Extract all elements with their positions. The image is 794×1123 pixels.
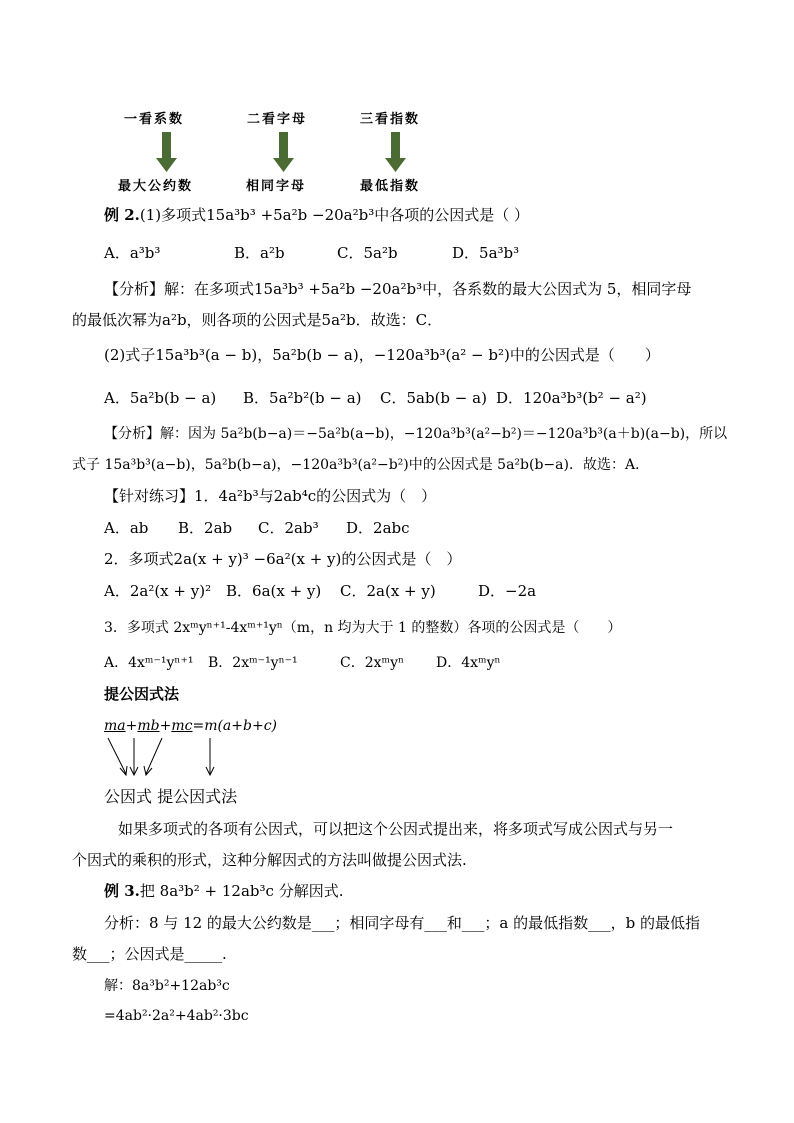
arrow-icon (108, 738, 126, 774)
example3-analysis-line-1: 分析：8 与 12 的最大公约数是___；相同字母有___和___；a 的最低指数___，b 的最低指 (104, 914, 701, 932)
option-c: C．2xᵐyⁿ (340, 655, 405, 671)
question-text: 把 8a³b² + 12ab³c 分解因式. (139, 882, 344, 900)
label-common-factor: 公因式 (104, 787, 153, 806)
analysis-line-1: 【分析】解：在多项式15a³b³ +5a²b −20a²b³中，各系数的最大公因式为 5，相同字母 (104, 280, 692, 298)
option-c: C．5ab(b − a) (380, 389, 487, 407)
option-b: B．6a(x + y) (226, 582, 322, 600)
option-c: C．2a(x + y) (340, 582, 436, 600)
diagram-bottom-label-3: 最低指数 (360, 179, 421, 194)
solution-line-1: 解：8a³b²+12ab³c (104, 978, 230, 994)
term-ma: ma (104, 718, 126, 734)
term-mc: mc (171, 718, 193, 734)
option-b: B．2xᵐ⁻¹yⁿ⁻¹ (208, 655, 298, 671)
plus-sign: + (125, 718, 138, 734)
option-d: D．2abc (346, 519, 410, 537)
description-line-2: 个因式的乘积的形式，这种分解因式的方法叫做提公因式法. (72, 851, 467, 869)
option-b: B．5a²b²(b − a) (243, 389, 362, 407)
solution-line-2: =4ab²·2a²+4ab²·3bc (104, 1008, 249, 1024)
option-a: A．4xᵐ⁻¹yⁿ⁺¹ (104, 655, 194, 671)
term-mb: mb (137, 718, 160, 734)
example-label: 例 3. (104, 882, 140, 900)
option-a: A．2a²(x + y)² (104, 582, 212, 600)
example2-question1 (104, 205, 529, 225)
practice-question-1: 【针对练习】1．4a²b³与2ab⁴c的公因式为（ ） (104, 487, 437, 505)
analysis-line-2: 式子 15a³b³(a−b)，5a²b(b−a)，−120a³b³(a²−b²)中的公因式是 5a²b(b−a)．故选：A． (72, 457, 650, 473)
option-a: A．ab (104, 519, 149, 537)
down-arrow-icon (156, 132, 177, 172)
question-text: (1)多项式15a³b³ +5a²b −20a²b³中各项的公因式是（ ） (139, 206, 529, 224)
formula-labels (104, 787, 237, 807)
diagram-top-label-3: 三看指数 (360, 112, 421, 127)
plus-sign: + (159, 718, 172, 734)
label-method: 提公因式法 (157, 787, 238, 806)
factored-form: =m(a+b+c) (192, 718, 278, 734)
arrow-icon (146, 738, 162, 774)
option-c: C．2ab³ (258, 519, 319, 537)
option-d: D．120a³b³(b² − a²) (496, 389, 647, 407)
option-a: A．5a²b(b − a) (104, 389, 217, 407)
example-label: 例 2. (104, 206, 140, 224)
down-arrow-icon (273, 132, 294, 172)
option-b: B．a²b (234, 244, 285, 262)
example2-question2: (2)式子15a³b³(a − b)，5a²b(b − a)，−120a³b³(a² − b²)中的公因式是（ ） (104, 346, 660, 364)
option-a: A．a³b³ (104, 244, 161, 262)
example3-analysis-line-2: 数___；公因式是_____. (72, 945, 227, 963)
diagram-top-label-1: 一看系数 (124, 112, 185, 127)
diagram-bottom-label-1: 最大公约数 (118, 179, 194, 194)
formula-arrows (0, 730, 260, 790)
analysis-line-2: 的最低次幂为a²b，则各项的公因式是5a²b．故选：C． (72, 311, 443, 329)
analysis-line-1: 【分析】解：因为 5a²b(b−a)＝−5a²b(a−b)，−120a³b³(a²−b²)＝−120a³b³(a＋b)(a−b)，所以 (104, 426, 728, 442)
option-d: D．4xᵐyⁿ (436, 655, 501, 671)
diagram-bottom-label-2: 相同字母 (246, 179, 307, 194)
option-d: D．5a³b³ (452, 244, 520, 262)
section-title: 提公因式法 (104, 685, 180, 703)
diagram-top-label-2: 二看字母 (247, 112, 308, 127)
option-d: D．−2a (478, 582, 537, 600)
practice-question-2: 2．多项式2a(x + y)³ −6a²(x + y)的公因式是（ ） (104, 550, 462, 568)
option-c: C．5a²b (337, 244, 398, 262)
description-line-1: 如果多项式的各项有公因式，可以把这个公因式提出来，将多项式写成公因式与另一 (118, 820, 674, 838)
option-b: B．2ab (178, 519, 233, 537)
down-arrow-icon (385, 132, 406, 172)
practice-question-3: 3．多项式 2xᵐyⁿ⁺¹-4xᵐ⁺¹yⁿ（m，n 均为大于 1 的整数）各项的公因式是（ ） (104, 620, 622, 636)
diagram-arrows (0, 0, 794, 200)
example3-question (104, 881, 343, 901)
